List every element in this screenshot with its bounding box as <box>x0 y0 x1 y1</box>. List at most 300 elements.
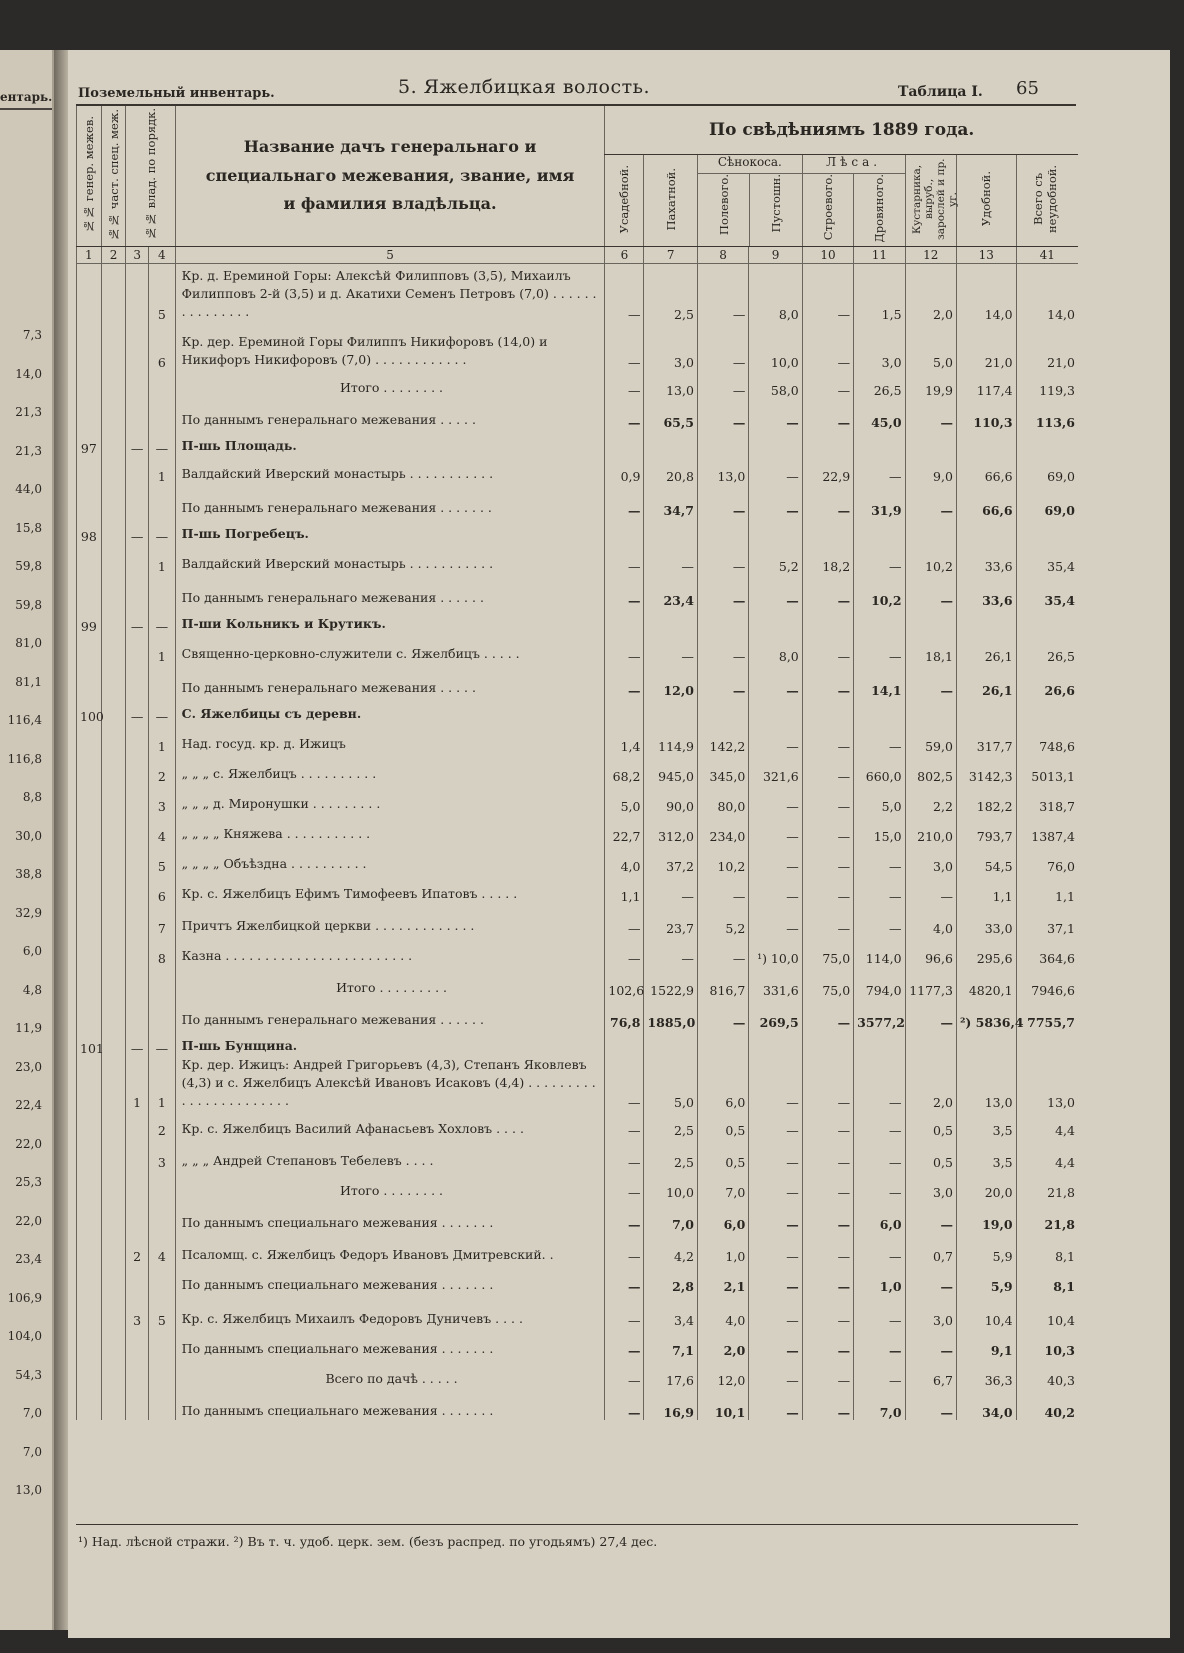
value-cell <box>854 518 905 544</box>
value-cell: 2,0 <box>905 1056 956 1110</box>
table-row <box>77 1200 1079 1232</box>
value-cell <box>956 1030 1016 1056</box>
value-cell <box>802 608 853 634</box>
value-cell: — <box>749 874 802 904</box>
value-cell: 54,5 <box>956 844 1016 874</box>
index-cell-c2 <box>101 634 126 664</box>
value-cell: — <box>802 1232 853 1264</box>
index-cell-c3 <box>126 574 149 608</box>
index-cell-c2 <box>101 1388 126 1420</box>
value-cell: — <box>802 844 853 874</box>
value-cell: 6,0 <box>697 1056 748 1110</box>
table-row <box>77 844 1079 874</box>
adjacent-page-value: 30,0 <box>15 828 42 843</box>
value-cell: 10,2 <box>854 574 905 608</box>
index-cell-c2 <box>101 966 126 998</box>
index-cell-c1 <box>77 936 102 966</box>
table-row <box>77 1030 1079 1056</box>
value-cell: 8,1 <box>1016 1264 1078 1294</box>
index-cell-c1 <box>77 370 102 398</box>
index-cell-c4: 6 <box>148 874 175 904</box>
index-cell-c3 <box>126 1110 149 1138</box>
table-row <box>77 814 1079 844</box>
value-cell: — <box>697 634 748 664</box>
adjacent-page-value: 22,0 <box>15 1213 42 1228</box>
value-cell: — <box>605 904 644 936</box>
index-cell-c2 <box>101 1170 126 1200</box>
owner-name-cell: Кр. дер. Ереминой Горы Филиппъ Никифоровъ (14,0) и Никифоръ Никифоровъ (7,0) . . . . . . . . . . . . <box>175 322 605 370</box>
owner-name-cell: По даннымъ специальнаго межевания . . . . . . . <box>175 1328 605 1358</box>
value-cell: 80,0 <box>697 784 748 814</box>
value-cell <box>854 430 905 456</box>
land-inventory-table <box>76 106 1078 1420</box>
index-cell-c2 <box>101 1030 126 1056</box>
value-cell: 18,1 <box>905 634 956 664</box>
value-cell: 37,2 <box>644 844 697 874</box>
table-row <box>77 1264 1079 1294</box>
value-cell <box>1016 608 1078 634</box>
value-cell: 7,0 <box>854 1388 905 1420</box>
value-cell: 9,1 <box>956 1328 1016 1358</box>
index-cell-c4 <box>148 1264 175 1294</box>
owner-name-cell: „ „ „ д. Миронушки . . . . . . . . . <box>175 784 605 814</box>
value-cell: 19,0 <box>956 1200 1016 1232</box>
value-cell: — <box>697 484 748 518</box>
value-cell: 26,5 <box>854 370 905 398</box>
index-cell-c2 <box>101 664 126 698</box>
value-cell: — <box>697 936 748 966</box>
table-row <box>77 430 1079 456</box>
column-number: 9 <box>749 247 802 264</box>
value-cell: 1,1 <box>605 874 644 904</box>
value-cell <box>697 608 748 634</box>
index-cell-c2 <box>101 754 126 784</box>
value-cell: 12,0 <box>697 1358 748 1388</box>
value-cell: — <box>802 1294 853 1328</box>
index-cell-c4: 2 <box>148 1110 175 1138</box>
value-cell: 75,0 <box>802 936 853 966</box>
value-cell: 1885,0 <box>644 998 697 1030</box>
value-cell: — <box>802 998 853 1030</box>
index-cell-c2 <box>101 1328 126 1358</box>
index-cell-c4 <box>148 1170 175 1200</box>
table-row <box>77 574 1079 608</box>
index-cell-c2 <box>101 264 126 322</box>
value-cell: — <box>802 874 853 904</box>
value-cell: — <box>802 1358 853 1388</box>
value-cell: — <box>802 1264 853 1294</box>
index-cell-c3 <box>126 1138 149 1170</box>
adjacent-page-value: 44,0 <box>15 482 42 496</box>
index-cell-c1 <box>77 844 102 874</box>
index-cell-c4: — <box>148 518 175 544</box>
value-cell <box>854 698 905 724</box>
value-cell: 2,2 <box>905 784 956 814</box>
value-cell: 21,8 <box>1016 1170 1078 1200</box>
owner-name-cell: По даннымъ генеральнаго межевания . . . . . . <box>175 574 605 608</box>
index-cell-c1 <box>77 1232 102 1264</box>
value-cell: — <box>802 814 853 844</box>
adjacent-page-value: 14,0 <box>15 366 42 381</box>
running-header-left: Поземельный инвентарь. <box>78 86 275 101</box>
index-cell-c4: 1 <box>148 1056 175 1110</box>
owner-name-cell: По даннымъ генеральнаго межевания . . . . . . . <box>175 484 605 518</box>
value-cell: — <box>697 574 748 608</box>
value-cell <box>605 698 644 724</box>
column-number: 7 <box>644 247 697 264</box>
adjacent-page-value: 81,1 <box>15 674 42 689</box>
index-cell-c3: — <box>126 1030 149 1056</box>
adjacent-page-value: 116,8 <box>7 751 42 766</box>
owner-name-cell: „ „ „ Андрей Степановъ Тебелевъ . . . . <box>175 1138 605 1170</box>
value-cell: 5,0 <box>644 1056 697 1110</box>
value-cell: 9,0 <box>905 456 956 484</box>
value-cell: 3142,3 <box>956 754 1016 784</box>
owner-name-cell: „ „ „ с. Яжелбицъ . . . . . . . . . . <box>175 754 605 784</box>
index-cell-c4: — <box>148 698 175 724</box>
index-cell-c3 <box>126 936 149 966</box>
owner-name-cell: По даннымъ генеральнаго межевания . . . . . <box>175 664 605 698</box>
index-cell-c2 <box>101 844 126 874</box>
value-cell: 26,5 <box>1016 634 1078 664</box>
value-cell: — <box>854 1358 905 1388</box>
value-cell: 2,5 <box>644 1110 697 1138</box>
owner-name-cell: Итого . . . . . . . . <box>175 1170 605 1200</box>
value-cell: — <box>802 1110 853 1138</box>
value-cell: 234,0 <box>697 814 748 844</box>
owner-name-cell: Кр. дер. Ижицъ: Андрей Григорьевъ (4,3), Степанъ Яковлевъ (4,3) и с. Яжелбицъ Алексѣй Ивановъ Исаковъ (4,4) . . . . . . . . . . . . . . . . . . . . . . . <box>175 1056 605 1110</box>
index-cell-c2 <box>101 544 126 574</box>
value-cell: — <box>905 484 956 518</box>
value-cell: — <box>854 724 905 754</box>
value-cell: 13,0 <box>697 456 748 484</box>
value-cell: — <box>749 1328 802 1358</box>
value-cell: 1,1 <box>1016 874 1078 904</box>
index-cell-c2 <box>101 608 126 634</box>
index-cell-c1: 101 <box>77 1030 102 1056</box>
value-cell: — <box>644 874 697 904</box>
value-cell: 4,2 <box>644 1232 697 1264</box>
value-cell: 317,7 <box>956 724 1016 754</box>
value-cell: — <box>749 724 802 754</box>
value-cell: — <box>749 844 802 874</box>
table-row <box>77 904 1079 936</box>
col-header-year: По свѣдѣниямъ 1889 года. <box>605 106 1078 155</box>
value-cell: — <box>802 724 853 754</box>
value-cell <box>905 518 956 544</box>
value-cell: 2,8 <box>644 1264 697 1294</box>
value-cell: — <box>605 1388 644 1420</box>
table-row <box>77 370 1079 398</box>
value-cell: 10,3 <box>1016 1328 1078 1358</box>
value-cell: — <box>802 264 853 322</box>
owner-name-cell: П-ши Кольникъ и Крутикъ. <box>175 608 605 634</box>
value-cell: 20,0 <box>956 1170 1016 1200</box>
value-cell: — <box>749 484 802 518</box>
value-cell: 2,0 <box>697 1328 748 1358</box>
value-cell <box>644 518 697 544</box>
value-cell: — <box>697 544 748 574</box>
owner-name-cell: Кр. с. Яжелбицъ Михаилъ Федоровъ Дуничевъ . . . . <box>175 1294 605 1328</box>
owner-name-cell: Валдайский Иверский монастырь . . . . . . . . . . . <box>175 544 605 574</box>
value-cell: 295,6 <box>956 936 1016 966</box>
table-row <box>77 966 1079 998</box>
index-cell-c3 <box>126 724 149 754</box>
value-cell: 10,4 <box>1016 1294 1078 1328</box>
value-cell: 794,0 <box>854 966 905 998</box>
value-cell: — <box>749 1388 802 1420</box>
value-cell: 4820,1 <box>956 966 1016 998</box>
value-cell: 321,6 <box>749 754 802 784</box>
table-row <box>77 398 1079 430</box>
index-cell-c2 <box>101 698 126 724</box>
value-cell: — <box>905 664 956 698</box>
adjacent-page-value: 32,9 <box>15 905 42 920</box>
value-cell <box>1016 698 1078 724</box>
value-cell: — <box>644 634 697 664</box>
adjacent-page-value: 21,3 <box>15 443 42 458</box>
index-cell-c4 <box>148 1200 175 1232</box>
value-cell: — <box>697 874 748 904</box>
value-cell: — <box>905 874 956 904</box>
index-cell-c1 <box>77 1388 102 1420</box>
value-cell: — <box>802 484 853 518</box>
index-cell-c3 <box>126 398 149 430</box>
value-cell: 3,5 <box>956 1138 1016 1170</box>
index-cell-c3 <box>126 1200 149 1232</box>
index-cell-c3: 3 <box>126 1294 149 1328</box>
adjacent-page-value: 13,0 <box>15 1483 42 1497</box>
value-cell: 21,0 <box>1016 322 1078 370</box>
value-cell: — <box>605 936 644 966</box>
value-cell: 102,6 <box>605 966 644 998</box>
index-cell-c1 <box>77 1328 102 1358</box>
value-cell: 10,0 <box>644 1170 697 1200</box>
value-cell: — <box>605 1170 644 1200</box>
value-cell: 331,6 <box>749 966 802 998</box>
col-header-forest-group: Лѣса. Строевого. Дровяного. <box>802 155 905 247</box>
value-cell: — <box>697 664 748 698</box>
value-cell <box>644 1030 697 1056</box>
value-cell: — <box>605 1200 644 1232</box>
table-row <box>77 1138 1079 1170</box>
value-cell: 76,0 <box>1016 844 1078 874</box>
index-cell-c3 <box>126 844 149 874</box>
value-cell: 1177,3 <box>905 966 956 998</box>
owner-name-cell: По даннымъ специальнаго межевания . . . . . . . <box>175 1388 605 1420</box>
index-cell-c3: — <box>126 430 149 456</box>
value-cell: 182,2 <box>956 784 1016 814</box>
value-cell <box>644 608 697 634</box>
value-cell: 5,0 <box>854 784 905 814</box>
owner-name-cell: Казна . . . . . . . . . . . . . . . . . . . . . . . . <box>175 936 605 966</box>
index-cell-c3: — <box>126 518 149 544</box>
index-cell-c3 <box>126 1170 149 1200</box>
adjacent-page-value: 11,9 <box>15 1021 42 1035</box>
value-cell: — <box>605 1328 644 1358</box>
document-page <box>68 50 1170 1638</box>
value-cell: — <box>749 784 802 814</box>
value-cell: — <box>854 1328 905 1358</box>
adjacent-page-value: 38,8 <box>15 867 42 881</box>
value-cell: — <box>749 1200 802 1232</box>
index-cell-c3: — <box>126 698 149 724</box>
value-cell: — <box>749 1232 802 1264</box>
column-number: 10 <box>802 247 853 264</box>
value-cell <box>905 1030 956 1056</box>
index-cell-c2 <box>101 518 126 544</box>
index-cell-c1 <box>77 814 102 844</box>
value-cell: — <box>749 1264 802 1294</box>
index-cell-c3 <box>126 784 149 814</box>
value-cell: 59,0 <box>905 724 956 754</box>
table-row <box>77 874 1079 904</box>
index-cell-c3 <box>126 998 149 1030</box>
value-cell: 5,2 <box>749 544 802 574</box>
value-cell: 3,5 <box>956 1110 1016 1138</box>
value-cell: 10,2 <box>905 544 956 574</box>
value-cell: 22,7 <box>605 814 644 844</box>
value-cell: 7,0 <box>697 1170 748 1200</box>
value-cell: 10,1 <box>697 1388 748 1420</box>
value-cell: — <box>854 874 905 904</box>
value-cell: — <box>854 1170 905 1200</box>
value-cell: — <box>697 370 748 398</box>
table-row <box>77 1388 1079 1420</box>
value-cell <box>605 608 644 634</box>
adjacent-page-value: 104,0 <box>7 1329 42 1343</box>
index-cell-c4: 5 <box>148 844 175 874</box>
owner-name-cell: По даннымъ специальнаго межевания . . . . . . . <box>175 1264 605 1294</box>
index-cell-c4 <box>148 484 175 518</box>
value-cell: 35,4 <box>1016 544 1078 574</box>
value-cell: — <box>605 664 644 698</box>
value-cell: 660,0 <box>854 754 905 784</box>
index-cell-c4: 1 <box>148 634 175 664</box>
index-cell-c4: 6 <box>148 322 175 370</box>
value-cell: — <box>802 634 853 664</box>
adjacent-page-value: 22,0 <box>15 1136 42 1151</box>
index-cell-c4: — <box>148 430 175 456</box>
table-row <box>77 634 1079 664</box>
adjacent-page-value: 23,0 <box>15 1059 42 1074</box>
value-cell: — <box>605 544 644 574</box>
owner-name-cell: П-шь Бунщина. <box>175 1030 605 1056</box>
value-cell: — <box>697 264 748 322</box>
index-cell-c3 <box>126 370 149 398</box>
index-cell-c1 <box>77 1110 102 1138</box>
index-cell-c4 <box>148 998 175 1030</box>
value-cell: — <box>605 574 644 608</box>
owner-name-cell: Кр. д. Ереминой Горы: Алексѣй Филипповъ (3,5), Михаилъ Филипповъ 2-й (3,5) и д. Акатихи Семенъ Петровъ (7,0) . . . . . . . . . . . . . . . <box>175 264 605 322</box>
index-cell-c3 <box>126 1264 149 1294</box>
value-cell: — <box>605 634 644 664</box>
value-cell <box>905 698 956 724</box>
col-header-owner-order: №№ влад. по порядк. <box>126 106 175 247</box>
value-cell: 26,6 <box>1016 664 1078 698</box>
value-cell: — <box>605 1056 644 1110</box>
value-cell: 21,8 <box>1016 1200 1078 1232</box>
value-cell: 364,6 <box>1016 936 1078 966</box>
owner-name-cell: Итого . . . . . . . . <box>175 370 605 398</box>
adjacent-page-value: 25,3 <box>15 1175 42 1189</box>
index-cell-c4: 1 <box>148 724 175 754</box>
index-cell-c2 <box>101 370 126 398</box>
value-cell: 2,0 <box>905 264 956 322</box>
index-cell-c2 <box>101 724 126 754</box>
value-cell: — <box>802 754 853 784</box>
value-cell: 3,0 <box>854 322 905 370</box>
value-cell <box>749 698 802 724</box>
value-cell: 40,2 <box>1016 1388 1078 1420</box>
value-cell: — <box>854 1056 905 1110</box>
value-cell <box>605 1030 644 1056</box>
value-cell: — <box>605 1358 644 1388</box>
value-cell: 5,0 <box>905 322 956 370</box>
adjacent-page-value: 81,0 <box>15 636 42 650</box>
value-cell: — <box>802 1170 853 1200</box>
index-cell-c1 <box>77 634 102 664</box>
col-header-estate: Усадебной. <box>605 155 644 247</box>
value-cell: 8,0 <box>749 264 802 322</box>
index-cell-c4: 5 <box>148 1294 175 1328</box>
value-cell: — <box>854 1232 905 1264</box>
index-cell-c3: — <box>126 608 149 634</box>
index-cell-c4 <box>148 1388 175 1420</box>
index-cell-c3: 2 <box>126 1232 149 1264</box>
value-cell: 210,0 <box>905 814 956 844</box>
value-cell: 1522,9 <box>644 966 697 998</box>
value-cell: 0,5 <box>697 1138 748 1170</box>
value-cell: 3,0 <box>905 1294 956 1328</box>
value-cell: 5,9 <box>956 1232 1016 1264</box>
adjacent-page-fragment <box>0 50 54 1630</box>
table-row <box>77 1232 1079 1264</box>
index-cell-c1: 97 <box>77 430 102 456</box>
adjacent-page-value: 106,9 <box>7 1290 42 1305</box>
value-cell: 2,1 <box>697 1264 748 1294</box>
value-cell: — <box>802 784 853 814</box>
column-number: 6 <box>605 247 644 264</box>
value-cell: 8,1 <box>1016 1232 1078 1264</box>
value-cell: 0,5 <box>905 1110 956 1138</box>
value-cell: 7,1 <box>644 1328 697 1358</box>
value-cell: — <box>644 544 697 574</box>
index-cell-c3 <box>126 544 149 574</box>
footnote-rule <box>76 1524 1078 1525</box>
index-cell-c4: — <box>148 608 175 634</box>
value-cell <box>956 608 1016 634</box>
value-cell: 90,0 <box>644 784 697 814</box>
table-row <box>77 664 1079 698</box>
value-cell: 0,5 <box>697 1110 748 1138</box>
value-cell: 114,9 <box>644 724 697 754</box>
adjacent-page-value: 8,8 <box>22 790 42 804</box>
value-cell: 10,2 <box>697 844 748 874</box>
column-number: 13 <box>956 247 1016 264</box>
value-cell: 312,0 <box>644 814 697 844</box>
value-cell: 10,4 <box>956 1294 1016 1328</box>
table-row <box>77 484 1079 518</box>
column-number: 8 <box>697 247 748 264</box>
value-cell: 5,2 <box>697 904 748 936</box>
value-cell: 4,0 <box>905 904 956 936</box>
value-cell: 33,6 <box>956 574 1016 608</box>
value-cell: 45,0 <box>854 398 905 430</box>
table-row <box>77 936 1079 966</box>
index-cell-c1 <box>77 904 102 936</box>
value-cell: 8,0 <box>749 634 802 664</box>
